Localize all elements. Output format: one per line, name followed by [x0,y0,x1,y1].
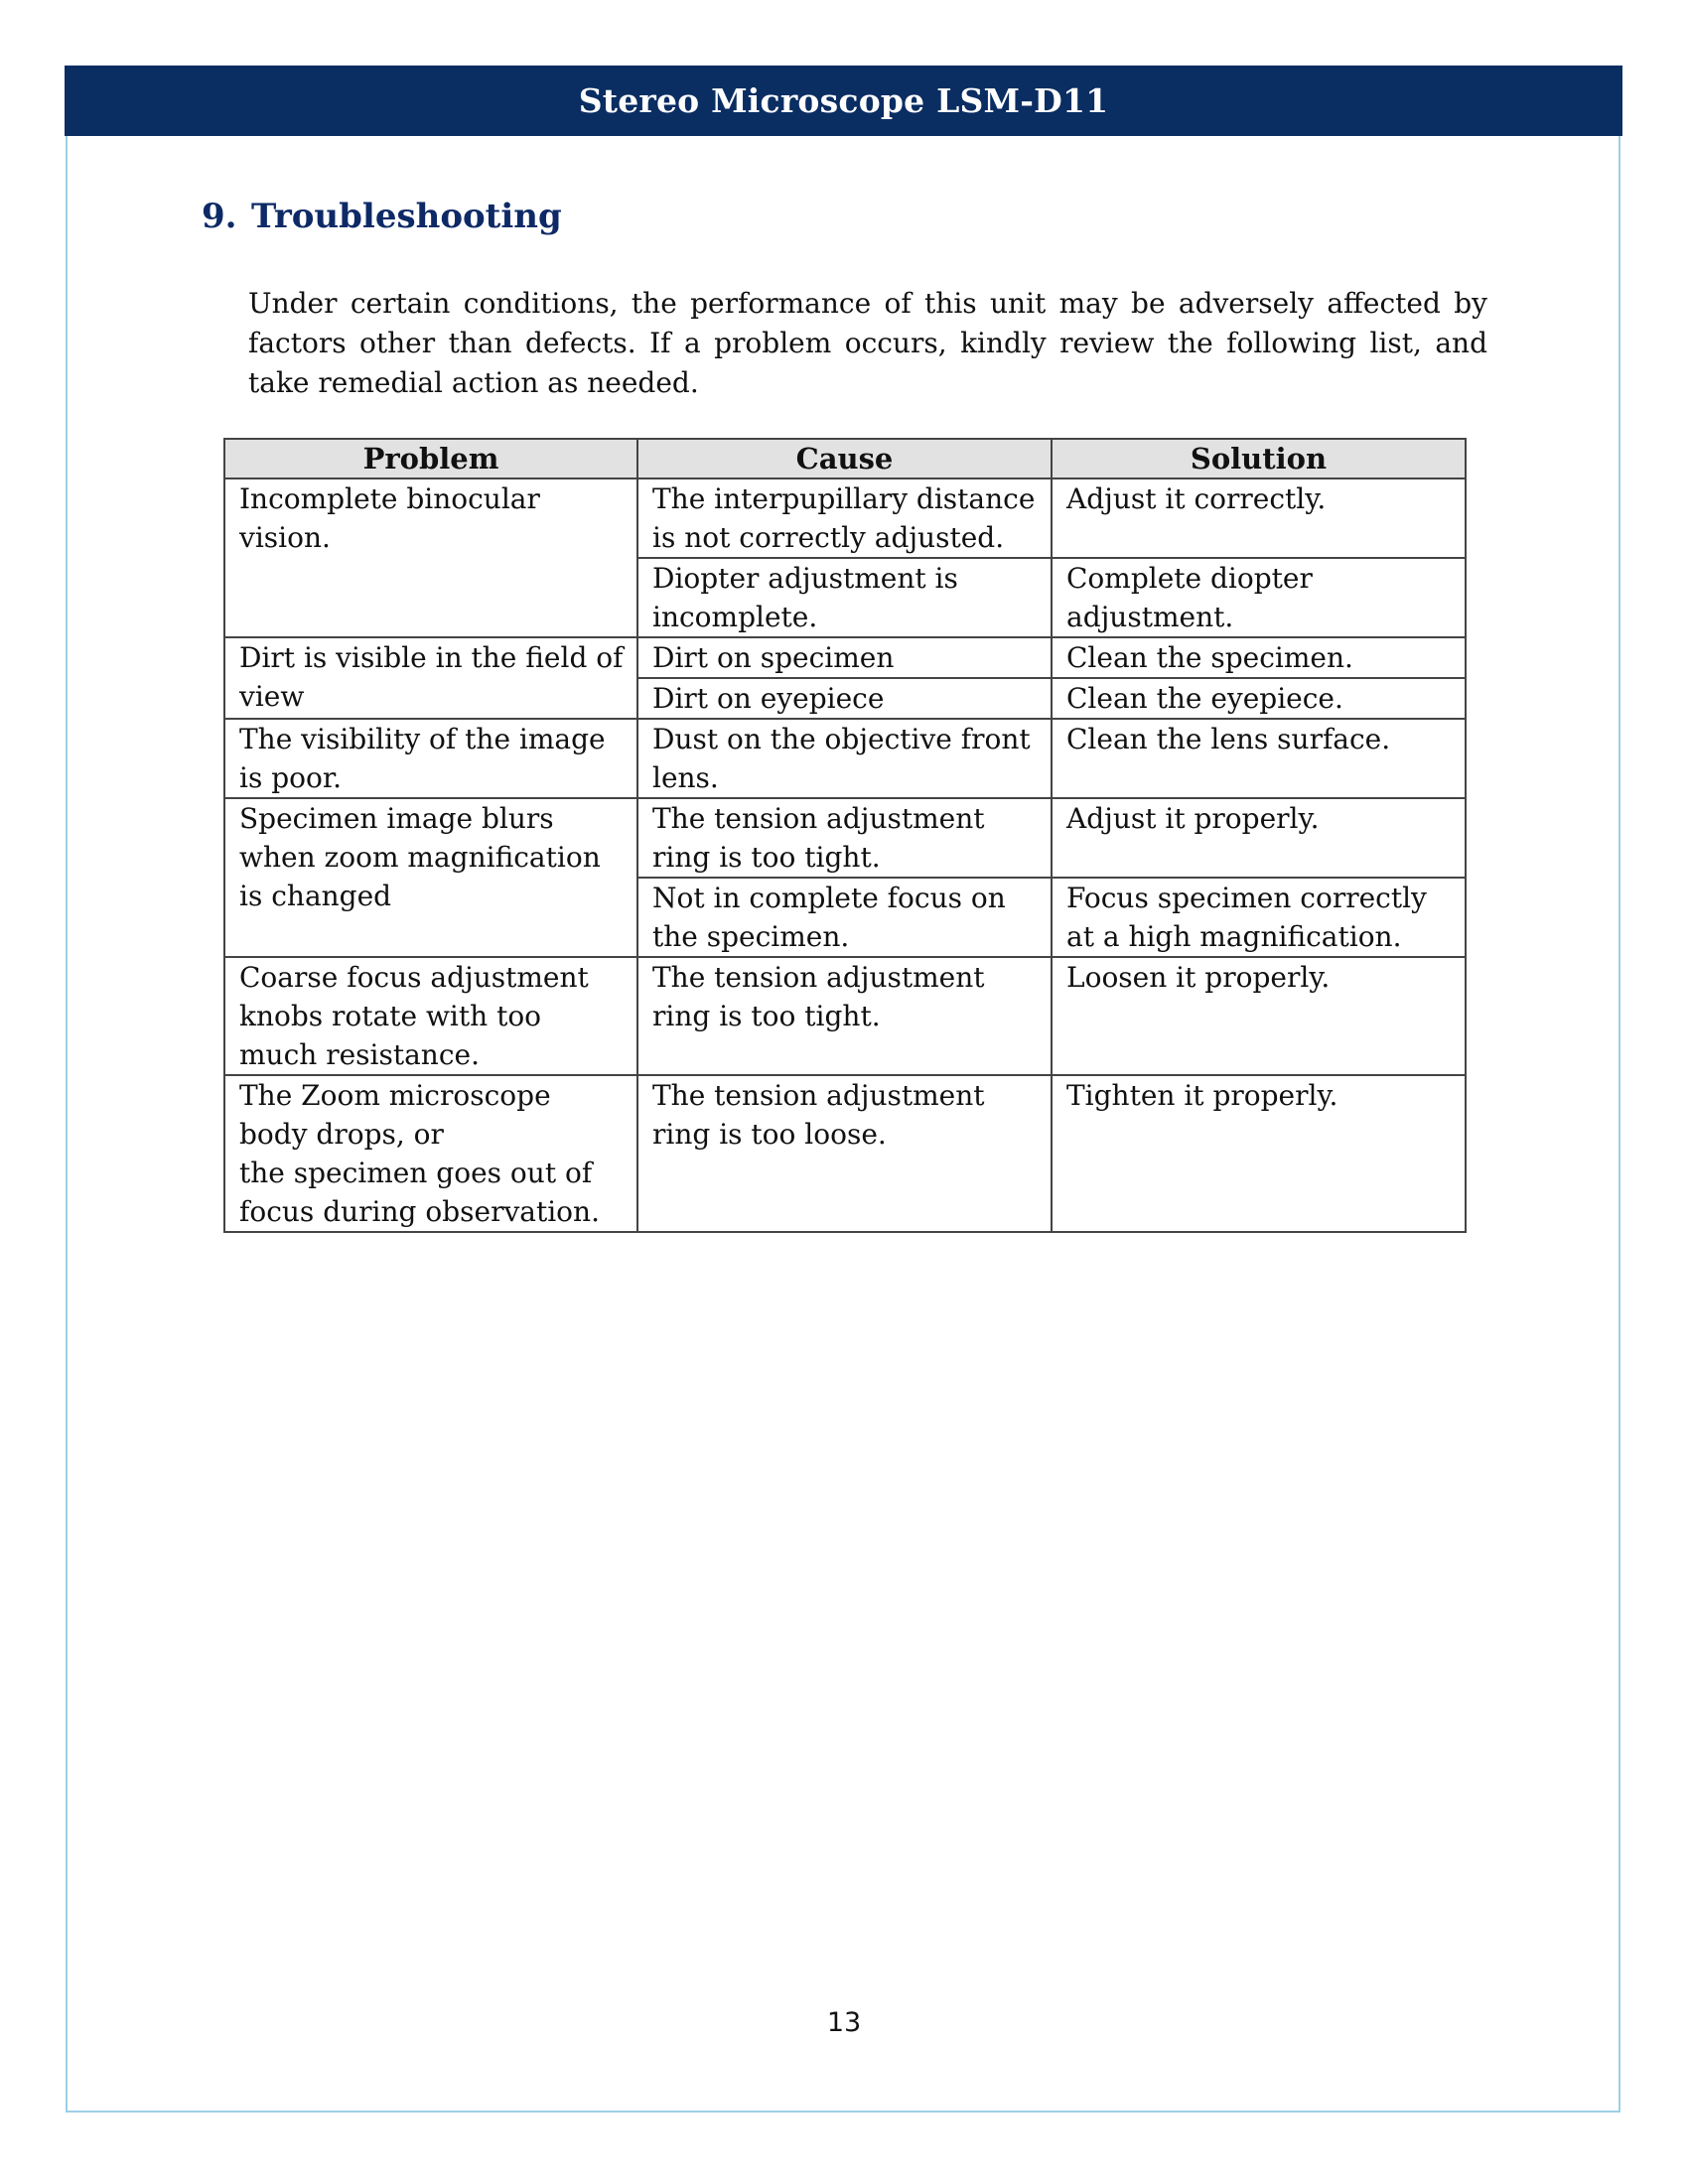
problem-cell [224,798,637,957]
cell-line: Not in complete focus on [652,882,1006,914]
cell-line: Adjust it properly. [1066,802,1320,835]
table-header-row [224,439,1466,478]
cell-line: The Zoom microscope [239,1079,551,1112]
column-header-solution: Solution [1052,439,1466,478]
cell-line: Dirt is visible in the field of [239,641,624,674]
cell-line: Adjust it correctly. [1066,482,1327,515]
cell-line: Diopter adjustment is [652,562,958,595]
column-header-cause: Cause [637,439,1052,478]
problem-cell [224,957,637,1075]
cell-line: Complete diopter [1066,562,1313,595]
solution-cell [1052,478,1466,558]
solution-cell [1052,678,1466,719]
solution-cell [1052,1075,1466,1232]
solution-cell [1052,957,1466,1075]
cell-line: Dust on the objective front [652,723,1031,755]
header-bar [65,66,1622,136]
cell-line: Dirt on specimen [652,641,895,674]
cell-line: incomplete. [652,601,818,633]
cell-line: lens. [652,761,719,794]
cell-line: view [239,680,305,713]
cell-line: The interpupillary distance [652,482,1036,515]
table-row [224,957,1466,1075]
cause-cell [637,798,1052,878]
table-body [224,478,1466,1232]
problem-cell [224,478,637,637]
cell-line: knobs rotate with too [239,1000,542,1032]
problem-cell [224,1075,637,1232]
cell-line: adjustment. [1066,601,1234,633]
table-row [224,798,1466,878]
intro-line: Under certain conditions, the performance of this unit may be adversely affected by [248,287,1487,320]
solution-cell [1052,558,1466,637]
cell-line: The tension adjustment [652,802,985,835]
cell-line: is poor. [239,761,343,794]
cell-line: The visibility of the image [239,723,606,755]
intro-line: remedial action as needed. [318,366,699,399]
cell-line: focus during observation. [239,1195,600,1228]
problem-cell [224,719,637,798]
cell-line: The tension adjustment [652,1079,985,1112]
cell-line: Incomplete binocular [239,482,540,515]
table-row [224,478,1466,558]
column-header-problem: Problem [224,439,637,478]
cell-line: Specimen image blurs [239,802,554,835]
cell-line: ring is too loose. [652,1118,887,1151]
solution-cell [1052,637,1466,678]
cell-line: vision. [239,521,331,554]
troubleshooting-table [223,438,1467,1233]
cause-cell [637,719,1052,798]
document-title: Stereo Microscope LSM-D11 [578,81,1109,120]
cell-line: Coarse focus adjustment [239,961,589,994]
cell-line: the specimen. [652,920,850,953]
cell-line: at a high magnification. [1066,920,1402,953]
cell-line: ring is too tight. [652,841,881,874]
cell-line: is changed [239,880,392,912]
intro-paragraph [248,284,1487,403]
cell-line: the specimen goes out of [239,1157,593,1189]
table-row [224,1075,1466,1232]
table-row [224,637,1466,678]
cell-line: Tighten it properly. [1066,1079,1338,1112]
cell-line: Clean the specimen. [1066,641,1353,674]
cell-line: Clean the eyepiece. [1066,682,1343,715]
section-number: 9. [202,197,237,236]
cell-line: body drops, or [239,1118,444,1151]
cell-line: is not correctly adjusted. [652,521,1005,554]
cell-line: when zoom magnification [239,841,601,874]
cause-cell [637,957,1052,1075]
section-title: Troubleshooting [251,197,562,236]
page-number: 13 [826,2007,862,2038]
cause-cell [637,558,1052,637]
cell-line: Dirt on eyepiece [652,682,885,715]
cause-cell [637,1075,1052,1232]
cell-line: Loosen it properly. [1066,961,1331,994]
cell-line: The tension adjustment [652,961,985,994]
cell-line: ring is too tight. [652,1000,881,1032]
solution-cell [1052,878,1466,957]
solution-cell [1052,719,1466,798]
cell-line: much resistance. [239,1038,480,1071]
problem-cell [224,637,637,719]
cause-cell [637,637,1052,678]
cell-line: Focus specimen correctly [1066,882,1427,914]
solution-cell [1052,798,1466,878]
intro-line: factors other than defects. If a problem occurs, kindly review the following list, and take [248,327,1487,399]
cause-cell [637,878,1052,957]
cell-line: Clean the lens surface. [1066,723,1391,755]
cause-cell [637,678,1052,719]
cause-cell [637,478,1052,558]
section-heading [202,197,562,236]
table-row [224,719,1466,798]
